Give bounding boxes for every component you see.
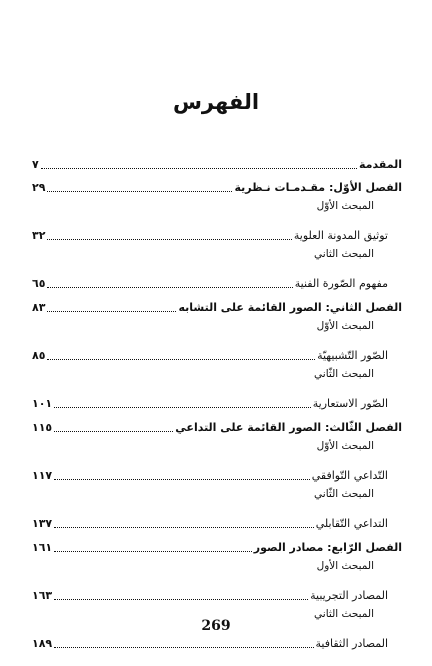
- toc-entry-row: [32, 223, 402, 243]
- toc-page-number: ١١٧: [32, 469, 53, 482]
- toc-page-number: ١٦١: [32, 541, 53, 554]
- toc-page-number: ١٨٩: [32, 637, 53, 650]
- toc-entry-title: الصّور الاستعارية: [312, 397, 388, 410]
- toc-entry-row: [32, 271, 402, 291]
- toc-entry-title: الفصل الثّالث: الصور القائمة على التداعي: [175, 421, 402, 434]
- toc-page-number: ٦٥: [32, 277, 46, 290]
- toc-section-heading: المبحث الأوّل: [316, 440, 374, 452]
- toc-page-number: ٨٥: [32, 349, 46, 362]
- toc-page-number: ١٠١: [32, 397, 53, 410]
- toc-section-heading: المبحث الأوّل: [316, 200, 374, 212]
- toc-chapter-row: [32, 175, 402, 195]
- toc-entry-row: [32, 583, 402, 603]
- toc-chapter-row: [32, 535, 402, 555]
- dot-leader: [47, 190, 232, 192]
- toc-section-heading: المبحث الثّاني: [314, 488, 374, 500]
- toc-section-heading: المبحث الأوّل: [316, 320, 374, 332]
- toc-entry-title: المقدمة: [358, 158, 402, 171]
- dot-leader: [54, 430, 173, 432]
- toc-section-heading: المبحث الثّاني: [314, 368, 374, 380]
- toc-page-number: ١٣٧: [32, 517, 53, 530]
- toc-section-heading: المبحث الثاني: [314, 608, 374, 620]
- toc-chapter-row: [32, 415, 402, 435]
- dot-leader: [54, 406, 311, 408]
- toc-entry-title: الفصل الرّابع: مصادر الصور: [253, 541, 402, 554]
- toc-chapter-row: [32, 152, 402, 172]
- toc-entry-row: [32, 631, 402, 651]
- toc-entry-title: المصادر الثقافية: [315, 637, 388, 650]
- toc-entry-title: الصّور التّشبيهيّة: [317, 349, 388, 362]
- toc-entry-title: التداعي التّقابلي: [315, 517, 388, 530]
- toc-section-heading: المبحث الثاني: [314, 248, 374, 260]
- toc-entry-row: [32, 391, 402, 411]
- toc-entry-row: [32, 511, 402, 531]
- dot-leader: [47, 286, 292, 288]
- dot-leader: [54, 598, 308, 600]
- toc-chapter-row: [32, 295, 402, 315]
- toc-entry-title: الفصل الثاني: الصور القائمة على التشابه: [178, 301, 402, 314]
- toc-entry-title: المصادر التجريبية: [310, 589, 388, 602]
- dot-leader: [47, 310, 176, 312]
- toc-entry-title: التّداعي التّوافقي: [311, 469, 388, 482]
- toc-page-number: ١٦٣: [32, 589, 53, 602]
- toc-page-number: ٨٣: [32, 301, 46, 314]
- toc-page-number: ٣٢: [32, 229, 46, 242]
- toc-page-number: ٢٩: [32, 181, 46, 194]
- toc-entry-title: الفصل الأوّل: مقـدمـات نـظرية: [234, 181, 402, 194]
- toc-entry-row: [32, 463, 402, 483]
- dot-leader: [47, 358, 315, 360]
- dot-leader: [54, 550, 252, 552]
- dot-leader: [54, 526, 314, 528]
- page-number: 269: [201, 618, 231, 634]
- dot-leader: [47, 238, 291, 240]
- dot-leader: [54, 478, 310, 480]
- toc-entry-title: توثيق المدونة العلوية: [293, 229, 388, 242]
- toc-entry-title: مفهوم الصّورة الفنية: [294, 277, 388, 290]
- toc-entry-row: [32, 343, 402, 363]
- dot-leader: [41, 167, 357, 169]
- toc-section-heading: المبحث الأول: [316, 560, 374, 572]
- toc-page-number: ٧: [32, 158, 39, 171]
- toc-page-number: ١١٥: [32, 421, 53, 434]
- page-title: الفهرس: [172, 90, 260, 114]
- dot-leader: [54, 646, 313, 648]
